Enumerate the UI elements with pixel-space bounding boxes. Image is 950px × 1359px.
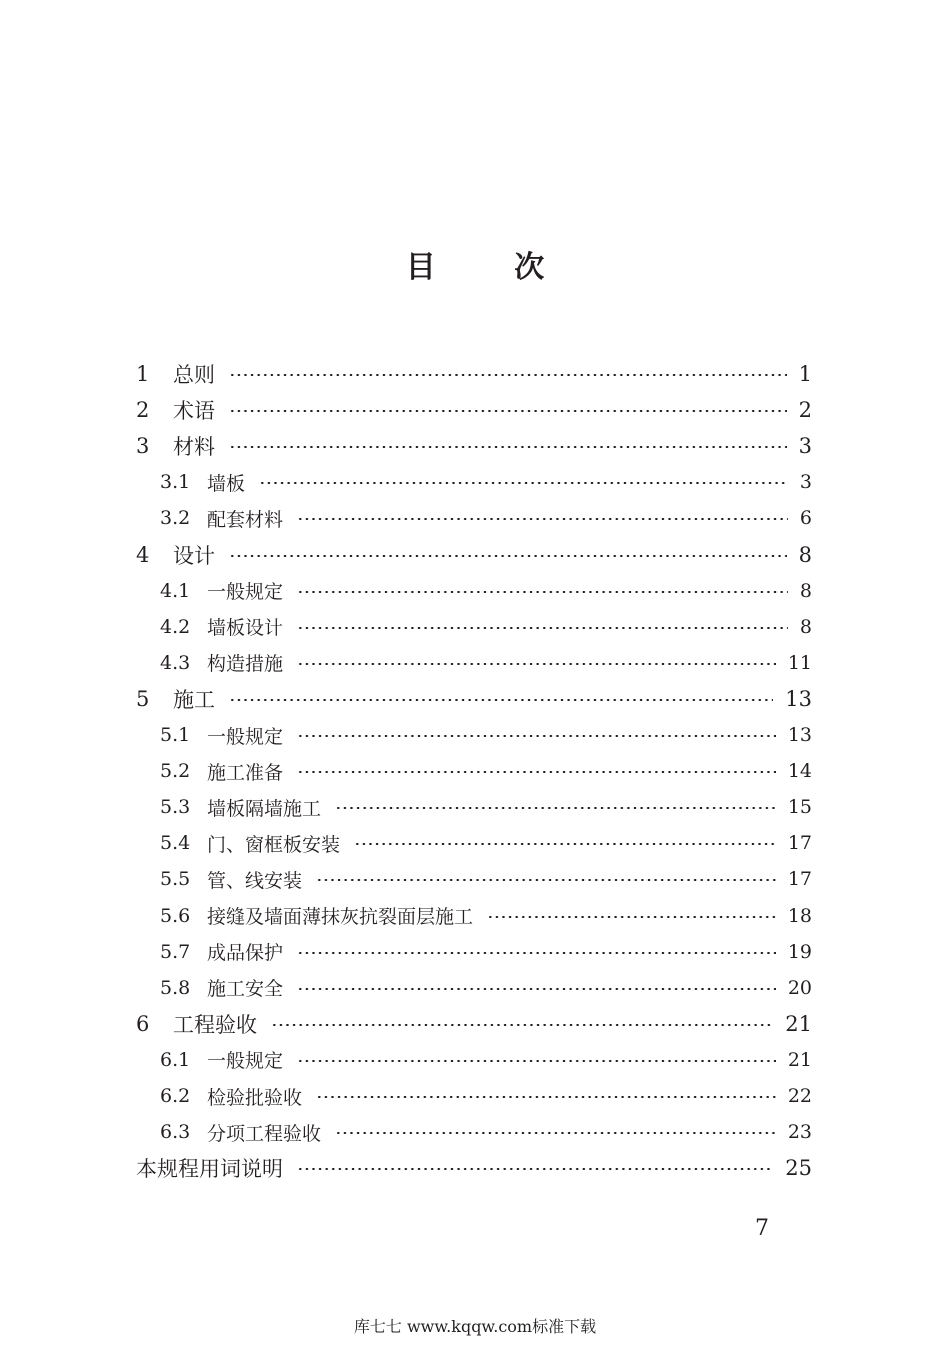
toc-leader-dots [297, 518, 788, 520]
toc-entry-page: 11 [787, 651, 812, 674]
toc-entry[interactable] [0, 645, 812, 681]
toc-entry-number: 5.2 [160, 760, 191, 783]
toc-entry-label: 管、线安装 [207, 869, 303, 892]
toc-entry-label: 检验批验收 [207, 1086, 303, 1109]
toc-leader-dots [297, 735, 776, 737]
toc-leader-dots [316, 879, 776, 881]
toc-leader-dots [297, 663, 776, 665]
toc-entry-page: 1 [798, 362, 812, 386]
toc-leader-dots [487, 916, 776, 918]
toc-entry[interactable] [0, 1006, 812, 1042]
toc-entry-page: 2 [798, 398, 812, 423]
toc-entry-label: 术语 [173, 399, 215, 424]
toc-entry[interactable] [0, 825, 812, 861]
toc-entry-page: 22 [787, 1085, 812, 1107]
toc-entry-label: 设计 [173, 543, 215, 568]
toc-entry[interactable] [0, 861, 812, 897]
toc-entry[interactable] [0, 392, 812, 428]
toc-entry-number: 4 [136, 542, 150, 567]
toc-leader-dots [271, 1024, 773, 1026]
toc-entry-label: 材料 [173, 435, 215, 460]
toc-entry-label: 施工 [173, 687, 215, 712]
toc-entry[interactable] [0, 934, 812, 970]
toc-entry-number: 4.3 [160, 651, 191, 674]
toc-entry-page: 17 [787, 868, 812, 891]
toc-entry[interactable] [0, 681, 812, 717]
toc-entry-page: 17 [787, 832, 812, 855]
toc-entry-label: 墙板 [207, 472, 246, 495]
toc-entry[interactable] [0, 1150, 812, 1186]
toc-entry-page: 14 [787, 760, 812, 783]
toc-entry-page: 13 [785, 686, 812, 711]
toc-leader-dots [335, 807, 776, 809]
toc-entry-label: 配套材料 [207, 508, 284, 531]
toc-entry-number: 5 [136, 686, 150, 711]
toc-entry-page: 19 [787, 940, 812, 963]
toc-entry-label: 一般规定 [207, 725, 284, 748]
toc-entry-page: 18 [787, 904, 812, 927]
toc-entry-number: 5.6 [160, 904, 191, 927]
toc-entry-page: 8 [798, 542, 812, 567]
toc-leader-dots [229, 446, 787, 448]
toc-entry-label: 墙板设计 [207, 617, 284, 640]
toc-entry-label: 施工安全 [207, 978, 284, 1001]
footer-watermark: 库七七 www.kqqw.com标准下载 [353, 1317, 597, 1336]
toc-entry-page: 3 [798, 434, 812, 459]
toc-entry-page: 8 [799, 579, 812, 602]
toc-leader-dots [297, 1060, 776, 1062]
toc-entry-page: 6 [799, 507, 812, 530]
toc-entry-label: 一般规定 [207, 1050, 284, 1073]
toc-entry[interactable] [0, 1078, 812, 1114]
page-number: 7 [755, 1216, 769, 1241]
toc-leader-dots [229, 410, 787, 412]
toc-entry-label: 门、窗框板安装 [207, 833, 341, 856]
toc-entry-label: 分项工程验收 [207, 1122, 322, 1145]
toc-leader-dots [316, 1096, 776, 1098]
toc-entry-number: 6.3 [160, 1121, 191, 1144]
toc-leader-dots [335, 1132, 776, 1134]
toc-entry[interactable] [0, 1114, 812, 1150]
toc-entry[interactable] [0, 573, 812, 609]
toc-entry-number: 6.1 [160, 1048, 191, 1071]
toc-entry-label: 本规程用词说明 [136, 1157, 283, 1182]
toc-entry-page: 21 [785, 1011, 812, 1036]
toc-entry-number: 2 [136, 398, 150, 423]
toc-entry-page: 3 [799, 471, 812, 494]
toc-entry-number: 3.2 [160, 507, 191, 530]
page-title: 目 次 [405, 250, 579, 285]
toc-entry-page: 8 [799, 615, 812, 638]
toc-leader-dots [229, 699, 773, 701]
toc-entry-number: 5.8 [160, 976, 191, 999]
toc-entry-number: 5.4 [160, 832, 191, 855]
toc-entry-label: 总则 [173, 363, 215, 387]
toc-entry-number: 3 [136, 434, 150, 459]
toc-entry-number: 3.1 [160, 471, 191, 494]
toc-entry[interactable] [0, 1042, 812, 1078]
toc-entry-number: 5.1 [160, 724, 191, 746]
toc-entry[interactable] [0, 898, 812, 934]
toc-entry-label: 施工准备 [207, 761, 284, 784]
toc-entry-page: 13 [787, 724, 812, 746]
toc-entry-page: 25 [785, 1156, 812, 1181]
toc-entry-label: 墙板隔墙施工 [207, 797, 322, 820]
toc-entry-label: 接缝及墙面薄抹灰抗裂面层施工 [207, 906, 474, 928]
toc-entry-number: 6.2 [160, 1085, 191, 1107]
toc-entry[interactable] [0, 753, 812, 789]
toc-entry-number: 4.1 [160, 579, 191, 602]
toc-entry-label: 工程验收 [173, 1012, 257, 1037]
toc-leader-dots [297, 952, 776, 954]
toc-entry-page: 21 [787, 1048, 812, 1071]
toc-leader-dots [229, 374, 787, 376]
toc-entry[interactable] [0, 789, 812, 825]
toc-entry-page: 15 [787, 796, 812, 819]
toc-entry[interactable] [0, 428, 812, 464]
toc-leader-dots [297, 627, 788, 629]
toc-entry-number: 5.5 [160, 868, 191, 891]
toc-entry[interactable] [0, 717, 812, 753]
toc-entry-number: 6 [136, 1011, 150, 1036]
toc-entry[interactable] [0, 356, 812, 392]
toc-entry[interactable] [0, 609, 812, 645]
toc-leader-dots [297, 591, 788, 593]
toc-entry-number: 5.3 [160, 796, 191, 819]
toc-leader-dots [297, 771, 776, 773]
toc-entry[interactable] [0, 500, 812, 536]
toc-entry[interactable] [0, 464, 812, 500]
toc-entry-page: 20 [787, 976, 812, 999]
toc-entry-number: 1 [136, 362, 150, 386]
toc-entry-number: 4.2 [160, 615, 191, 638]
toc-entry[interactable] [0, 537, 812, 573]
toc-entry-label: 成品保护 [207, 942, 284, 965]
toc-leader-dots [297, 1168, 773, 1170]
toc-leader-dots [229, 555, 787, 557]
toc-entry-label: 一般规定 [207, 581, 284, 604]
toc-entry-label: 构造措施 [207, 653, 284, 676]
toc-entry-number: 5.7 [160, 940, 191, 963]
toc-leader-dots [297, 988, 776, 990]
toc-entry[interactable] [0, 970, 812, 1006]
toc-leader-dots [259, 482, 788, 484]
toc-leader-dots [354, 843, 776, 845]
toc-entry-page: 23 [787, 1121, 812, 1144]
